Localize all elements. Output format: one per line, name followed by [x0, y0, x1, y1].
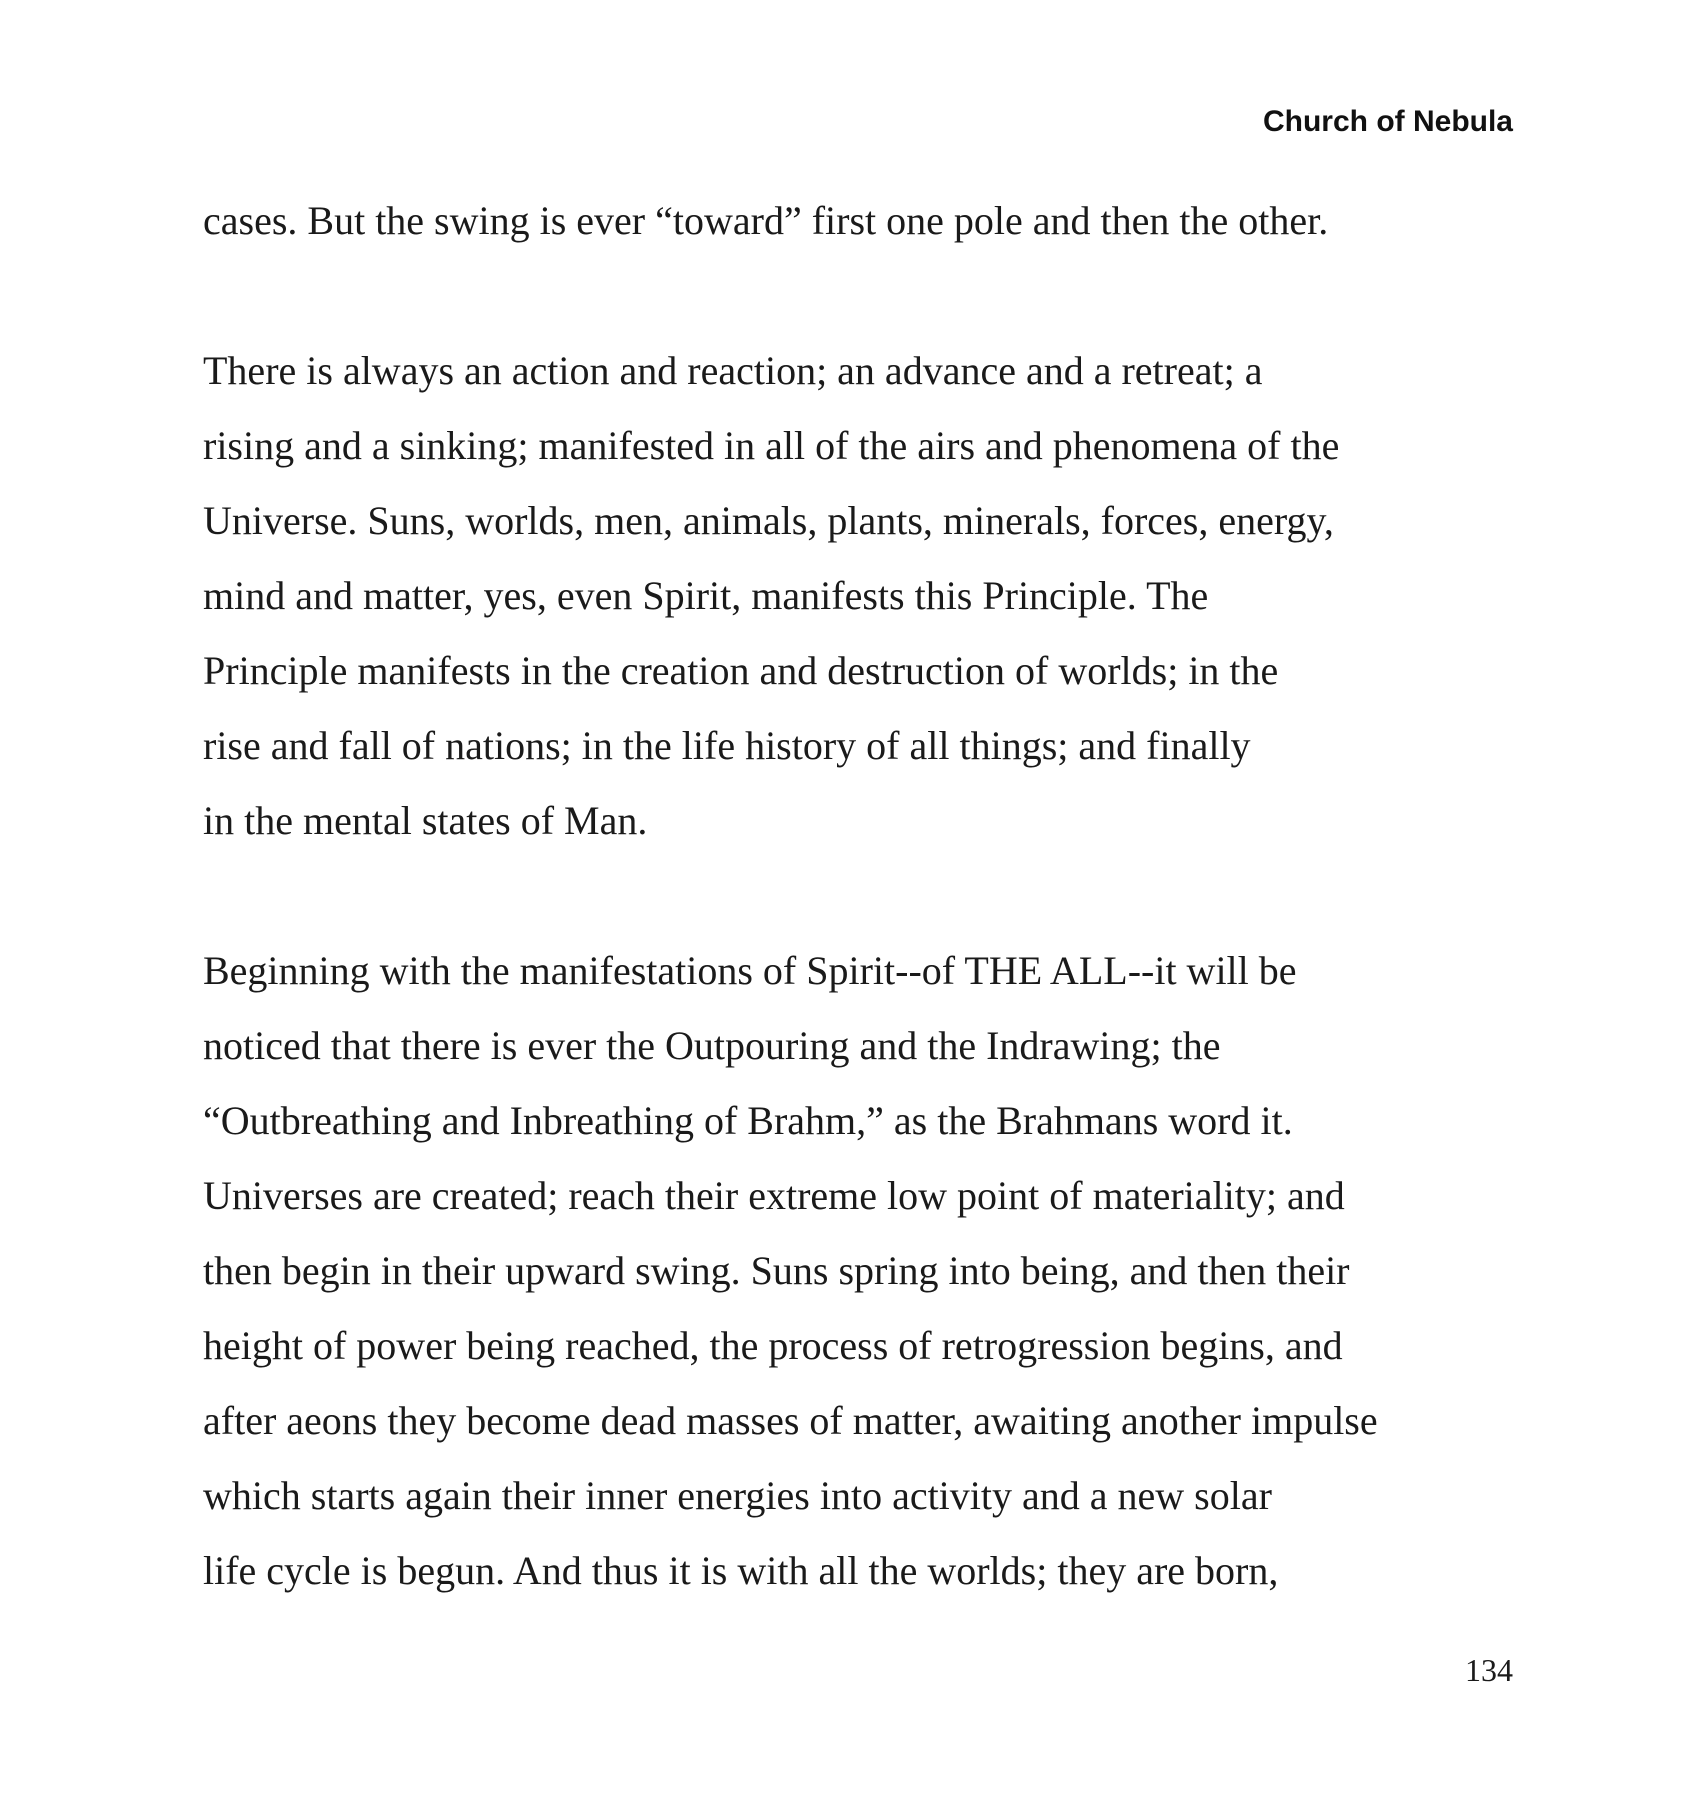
text-line: life cycle is begun. And thus it is with all the worlds; they are born, — [203, 1548, 1279, 1593]
paragraph-2 — [203, 333, 1523, 858]
paragraph-3 — [203, 933, 1523, 1608]
page-number: 134 — [1465, 1652, 1513, 1688]
text-line: cases. But the swing is ever “toward” first one pole and then the other. — [203, 198, 1329, 243]
text-line: Principle manifests in the creation and destruction of worlds; in the — [203, 648, 1279, 693]
text-line: Beginning with the manifestations of Spirit--of THE ALL--it will be — [203, 948, 1297, 993]
text-line: There is always an action and reaction; an advance and a retreat; a — [203, 348, 1263, 393]
text-line: height of power being reached, the process of retrogression begins, and — [203, 1323, 1343, 1368]
running-header: Church of Nebula — [1262, 105, 1513, 138]
text-line: which starts again their inner energies into activity and a new solar — [203, 1473, 1272, 1518]
text-line: after aeons they become dead masses of matter, awaiting another impulse — [203, 1398, 1378, 1443]
text-line: “Outbreathing and Inbreathing of Brahm,” as the Brahmans word it. — [203, 1098, 1293, 1143]
text-line: noticed that there is ever the Outpouring and the Indrawing; the — [203, 1023, 1221, 1068]
text-line: Universes are created; reach their extreme low point of materiality; and — [203, 1173, 1345, 1218]
text-line: Universe. Suns, worlds, men, animals, plants, minerals, forces, energy, — [203, 498, 1334, 543]
paragraph-1 — [203, 183, 1523, 258]
text-line: mind and matter, yes, even Spirit, manifests this Principle. The — [203, 573, 1209, 618]
text-line: rising and a sinking; manifested in all of the airs and phenomena of the — [203, 423, 1340, 468]
text-line: then begin in their upward swing. Suns spring into being, and then their — [203, 1248, 1350, 1293]
text-line: rise and fall of nations; in the life history of all things; and finally — [203, 723, 1251, 768]
text-line: in the mental states of Man. — [203, 798, 648, 843]
